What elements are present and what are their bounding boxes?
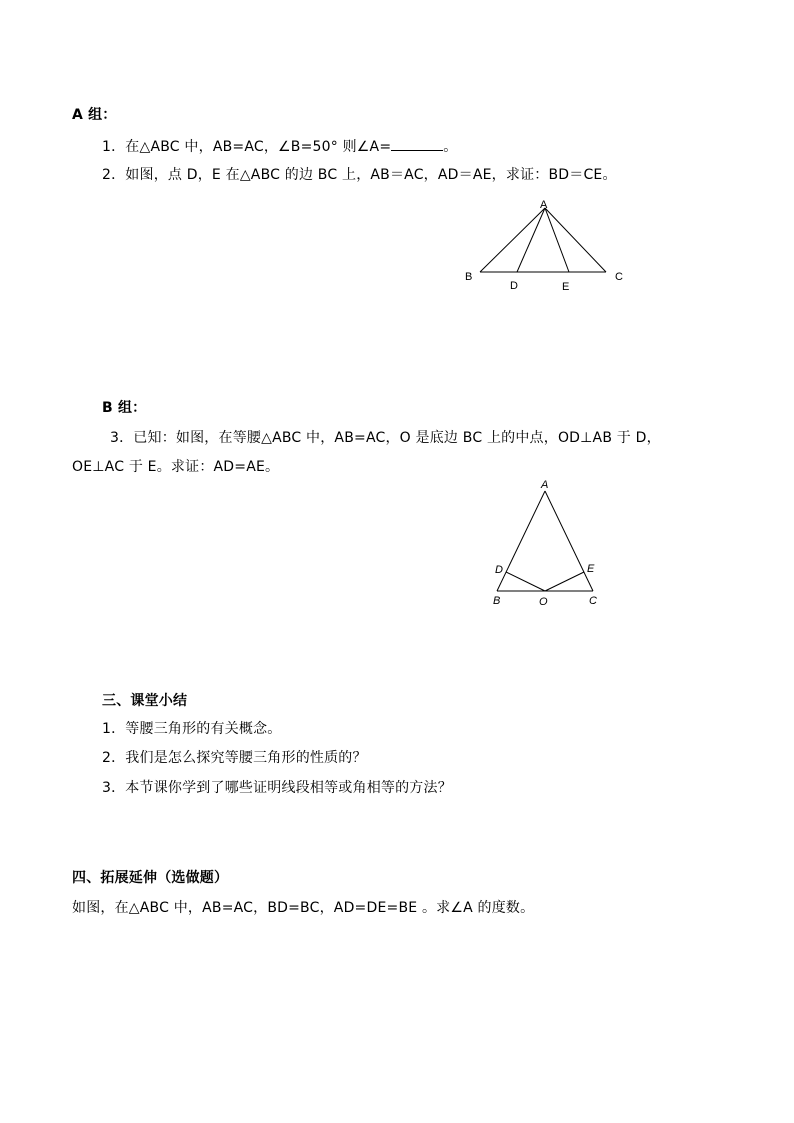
figure-isosceles-triangle-o — [485, 473, 605, 613]
label-a: A — [541, 479, 549, 491]
summary-item-3: 3．本节课你学到了哪些证明线段相等或角相等的方法？ — [102, 780, 452, 796]
summary-heading: 三、课堂小结 — [102, 693, 188, 709]
label-o: O — [539, 596, 548, 608]
extension-question: 如图，在△ABC 中，AB=AC，BD=BC，AD=DE=BE 。求∠A 的度数。 — [72, 900, 535, 916]
label-c: C — [615, 271, 623, 283]
segment-ac — [545, 491, 593, 591]
label-b: B — [493, 595, 501, 607]
segment-ad — [517, 208, 545, 272]
label-b: B — [465, 271, 473, 283]
segment-ac — [545, 208, 606, 272]
question-3-line-1: 3．已知：如图，在等腰△ABC 中，AB=AC，O 是底边 BC 上的中点，OD⊥AB 于 D， — [110, 430, 661, 446]
label-d: D — [495, 564, 503, 576]
group-a-heading: A 组： — [72, 107, 117, 123]
label-e: E — [587, 563, 595, 575]
group-b-heading: B 组： — [102, 400, 147, 416]
label-e: E — [562, 281, 570, 293]
question-1-text: 1．在△ABC 中，AB=AC，∠B=50° 则∠A= — [102, 139, 392, 155]
figure-triangle-abc-de — [460, 196, 630, 296]
segment-ab — [497, 491, 545, 591]
summary-item-1: 1．等腰三角形的有关概念。 — [102, 721, 282, 737]
summary-item-2: 2．我们是怎么探究等腰三角形的性质的？ — [102, 750, 367, 766]
answer-blank — [391, 138, 443, 151]
question-2: 2．如图，点 D，E 在△ABC 的边 BC 上，AB＝AC，AD＝AE，求证：BD＝CE。 — [102, 167, 617, 183]
segment-oe — [545, 572, 584, 591]
segment-ab — [480, 208, 545, 272]
extension-heading: 四、拓展延伸（选做题） — [72, 870, 229, 886]
label-d: D — [510, 280, 518, 292]
segment-ae — [545, 208, 569, 272]
label-c: C — [589, 595, 597, 607]
segment-od — [506, 572, 545, 591]
label-a: A — [540, 199, 548, 211]
question-3-line-2: OE⊥AC 于 E。求证：AD=AE。 — [72, 459, 280, 475]
question-1-end: 。 — [443, 139, 458, 155]
question-1 — [102, 138, 457, 154]
